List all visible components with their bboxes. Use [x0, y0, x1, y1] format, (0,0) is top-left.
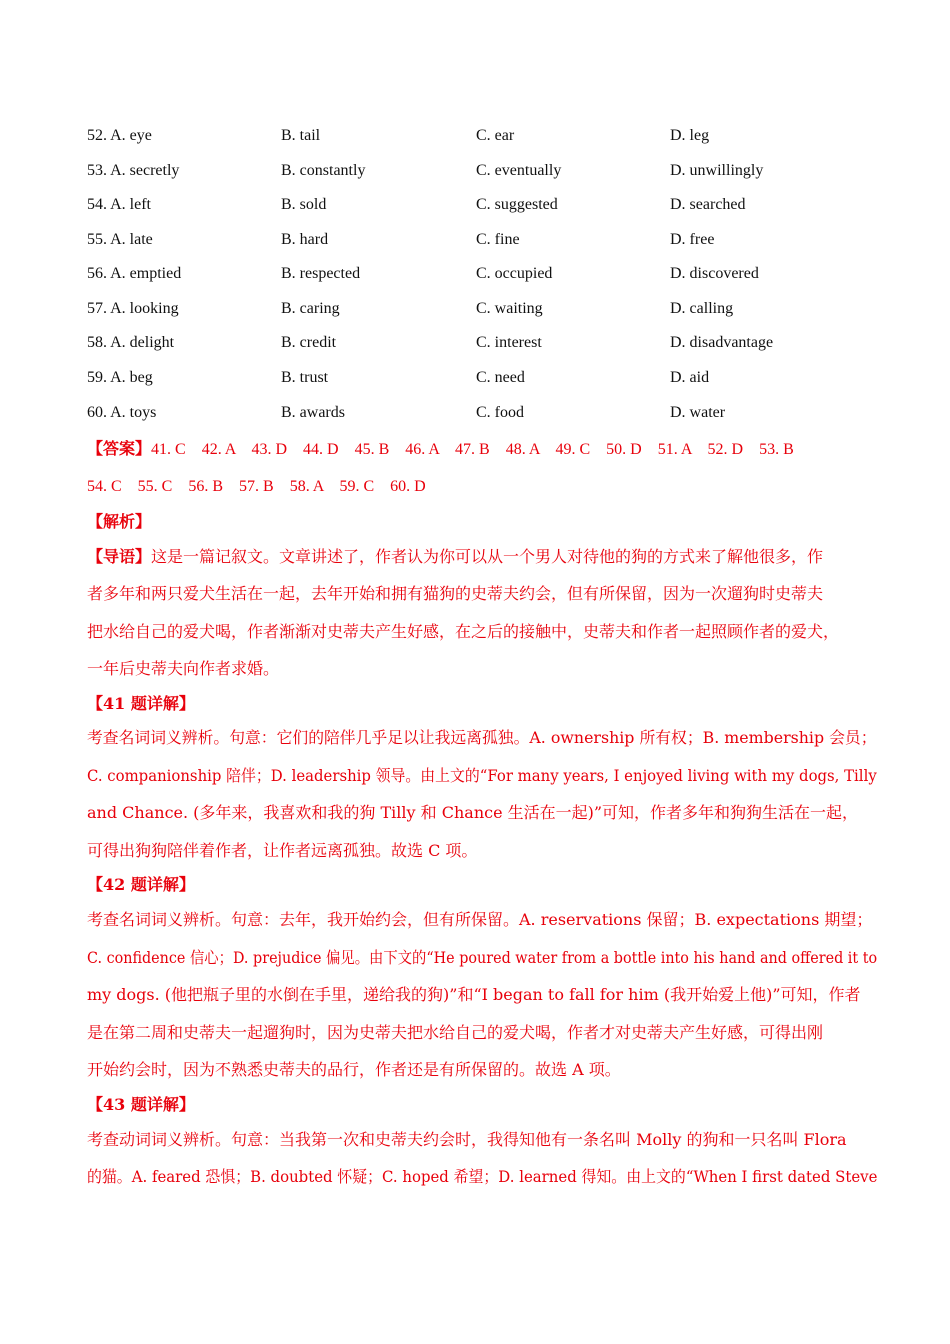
- option-a: 53. A. secretly: [87, 162, 180, 179]
- option-a: 55. A. late: [87, 231, 153, 248]
- option-row-55: [87, 231, 887, 255]
- intro-line-1: [87, 545, 877, 569]
- q41-line-4: 可得出狗狗陪伴着作者，让作者远离孤独。故选 C 项。: [87, 841, 478, 860]
- intro-label: 【导语】: [87, 547, 152, 566]
- q43-line-2: 的猫。A. feared 恐惧；B. doubted 怀疑；C. hoped 希望；D. learned 得知。由上文的“When I first dated Steve: [87, 1167, 878, 1186]
- option-c: C. need: [476, 369, 525, 386]
- option-b: B. caring: [281, 300, 340, 317]
- option-d: D. free: [670, 231, 715, 248]
- option-d: D. leg: [670, 127, 710, 144]
- answer-values: 41. C 42. A 43. D 44. D 45. B 46. A 47. B 48. A 49. C 50. D 51. A 52. D 53. B: [151, 441, 794, 458]
- option-d: D. water: [670, 404, 726, 421]
- option-b: B. respected: [281, 265, 361, 282]
- option-d: D. disadvantage: [670, 334, 774, 351]
- option-row-53: [87, 162, 887, 186]
- option-a: 56. A. emptied: [87, 265, 182, 282]
- option-a: 52. A. eye: [87, 127, 152, 144]
- option-b: B. awards: [281, 404, 345, 421]
- q43-line-1: 考查动词词义辨析。句意：当我第一次和史蒂夫约会时，我得知他有一条名叫 Molly 的狗和一只名叫 Flora: [87, 1130, 847, 1149]
- analysis-heading: 【解析】: [87, 512, 152, 531]
- answer-key-line-1: [87, 437, 794, 462]
- q42-line-3: my dogs. (他把瓶子里的水倒在手里，递给我的狗)”和“I began to fall for him (我开始爱上他)”可知，作者: [87, 985, 861, 1004]
- option-row-57: [87, 300, 887, 324]
- answer-key-line-2: 54. C 55. C 56. B 57. B 58. A 59. C 60. D: [87, 478, 426, 495]
- option-a: 58. A. delight: [87, 334, 175, 351]
- option-b: B. trust: [281, 369, 329, 386]
- q42-heading: 【42 题详解】: [87, 875, 195, 894]
- q41-line-2: C. companionship 陪伴；D. leadership 领导。由上文的“For many years, I enjoyed living with my dogs, Tilly: [87, 766, 877, 785]
- option-c: C. food: [476, 404, 524, 421]
- option-c: C. interest: [476, 334, 542, 351]
- option-b: B. sold: [281, 196, 327, 213]
- intro-line-4: 一年后史蒂夫向作者求婚。: [87, 659, 280, 678]
- answer-label: 【答案】: [87, 439, 152, 458]
- option-b: B. tail: [281, 127, 321, 144]
- q42-line-5: 开始约会时，因为不熟悉史蒂夫的品行，作者还是有所保留的。故选 A 项。: [87, 1060, 621, 1079]
- intro-line-2: 者多年和两只爱犬生活在一起，去年开始和拥有猫狗的史蒂夫约会，但有所保留，因为一次遛狗时史蒂夫: [87, 584, 824, 603]
- option-c: C. eventually: [476, 162, 562, 179]
- option-row-56: [87, 265, 887, 289]
- option-a: 59. A. beg: [87, 369, 153, 386]
- option-d: D. searched: [670, 196, 746, 213]
- option-d: D. discovered: [670, 265, 759, 282]
- option-b: B. hard: [281, 231, 329, 248]
- intro-text: 这是一篇记叙文。文章讲述了，作者认为你可以从一个男人对待他的狗的方式来了解他很多，作: [151, 547, 824, 566]
- option-a: 54. A. left: [87, 196, 151, 213]
- intro-line-3: 把水给自己的爱犬喝，作者渐渐对史蒂夫产生好感，在之后的接触中，史蒂夫和作者一起照顾作者的爱犬，: [87, 622, 840, 641]
- option-c: C. ear: [476, 127, 515, 144]
- option-row-54: [87, 196, 887, 220]
- option-row-52: [87, 127, 887, 151]
- option-c: C. occupied: [476, 265, 553, 282]
- q43-heading: 【43 题详解】: [87, 1095, 195, 1114]
- option-d: D. aid: [670, 369, 710, 386]
- q41-heading: 【41 题详解】: [87, 694, 195, 713]
- option-d: D. calling: [670, 300, 734, 317]
- option-b: B. constantly: [281, 162, 366, 179]
- q41-line-3: and Chance. (多年来，我喜欢和我的狗 Tilly 和 Chance 生活在一起)”可知，作者多年和狗狗生活在一起，: [87, 803, 859, 822]
- option-a: 57. A. looking: [87, 300, 179, 317]
- option-a: 60. A. toys: [87, 404, 157, 421]
- option-row-60: [87, 404, 887, 428]
- option-c: C. suggested: [476, 196, 558, 213]
- q42-line-1: 考查名词词义辨析。句意：去年，我开始约会，但有所保留。A. reservations 保留；B. expectations 期望；: [87, 910, 873, 929]
- option-b: B. credit: [281, 334, 337, 351]
- option-c: C. fine: [476, 231, 520, 248]
- option-c: C. waiting: [476, 300, 543, 317]
- q42-line-4: 是在第二周和史蒂夫一起遛狗时，因为史蒂夫把水给自己的爱犬喝，作者才对史蒂夫产生好感，可得出刚: [87, 1023, 824, 1042]
- option-row-58: [87, 334, 887, 358]
- q41-line-1: 考查名词词义辨析。句意：它们的陪伴几乎足以让我远离孤独。A. ownership 所有权；B. membership 会员；: [87, 728, 877, 747]
- option-d: D. unwillingly: [670, 162, 764, 179]
- option-row-59: [87, 369, 887, 393]
- q42-line-2: C. confidence 信心；D. prejudice 偏见。由下文的“He poured water from a bottle into his hand and offered it to: [87, 948, 878, 967]
